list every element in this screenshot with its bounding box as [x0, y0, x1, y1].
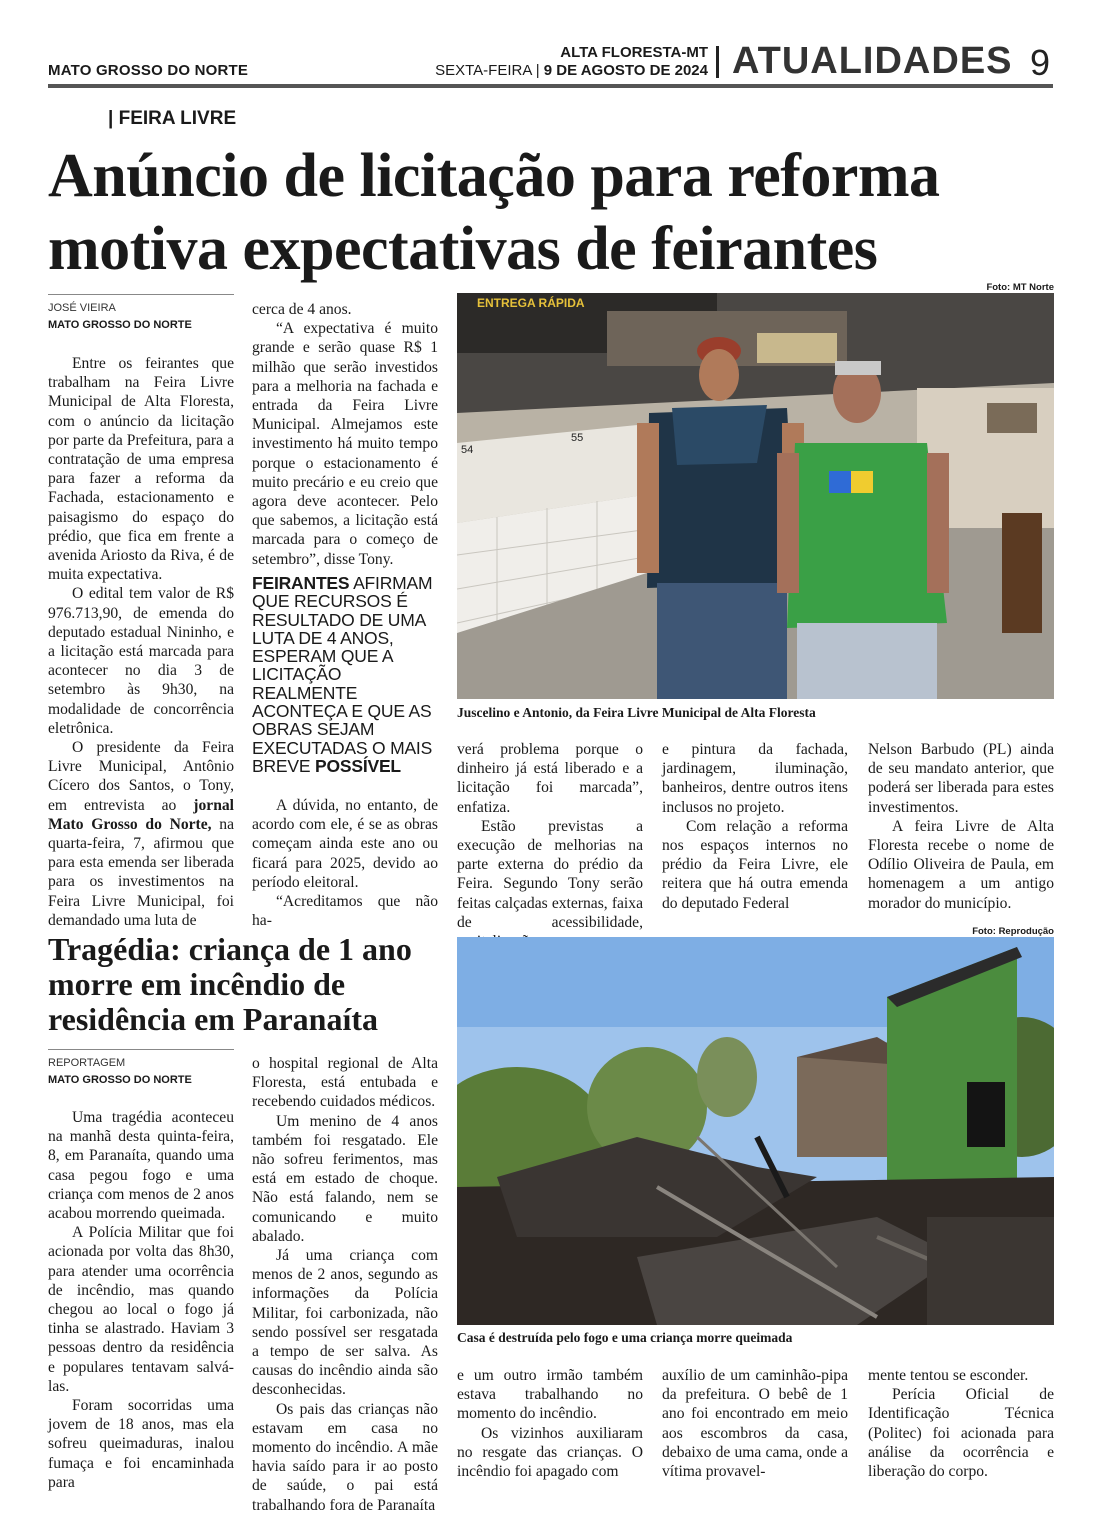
- photo-credit: Foto: MT Norte: [986, 282, 1054, 293]
- paragraph: Já uma criança com menos de 2 anos, segundo as informações da Polícia Militar, foi carbonizada, não sendo possível ser resgatada a tempo de ser salva. As causas do incêndio ainda são desconhecidas.: [252, 1247, 438, 1399]
- photo-caption: Casa é destruída pelo fogo e uma criança morre queimada: [457, 1330, 793, 1345]
- article1-column-3: [457, 740, 643, 951]
- paragraph: Estão previstas a execução de melhorias na parte externa do prédio da Feira. Segundo Tony serão feitas calçadas externas, faixa de acessibilidade,: [457, 817, 643, 931]
- market-photo-illustration: [457, 293, 1054, 699]
- paragraph: Os vizinhos auxiliaram no resgate das crianças. O incêndio foi apagado com: [457, 1424, 643, 1481]
- header-date: SEXTA-FEIRA | 9 DE AGOSTO DE 2024: [435, 62, 708, 79]
- paragraph: verá problema porque o dinheiro já está liberado e a licitação foi marcada”, enfatiza.: [457, 741, 643, 816]
- paragraph: cerca de 4 anos.: [252, 301, 352, 318]
- text-run: O presidente da Feira Livre Municipal, Antônio Cícero dos Santos, o Tony, em entrevista ao: [48, 739, 234, 814]
- article1-column-5: [868, 740, 1054, 913]
- paragraph: “A expectativa é muito grande e serão quase R$ 1 milhão que serão investidos para a melhoria na fachada e entrada da Feira Livre Municipal. Almejamos este investimento há muito tempo porque o estacionamento é muito precário e eu creio que agora deve acontecer. Pelo que sabemos, a licitação está marcada para o começo de setembro”, disse Tony.: [252, 320, 438, 568]
- paragraph: A feira Livre de Alta Floresta recebe o nome de Odílio Oliveira de Paula, em homenagem a um antigo morador do município.: [868, 817, 1054, 912]
- section-title: ATUALIDADES: [732, 40, 1013, 82]
- pull-quote-bold-end: POSSÍVEL: [315, 755, 401, 776]
- paragraph: [48, 738, 234, 930]
- header-divider: [716, 46, 719, 78]
- article-kicker: | FEIRA LIVRE: [108, 108, 237, 129]
- stall-number: 55: [571, 432, 584, 444]
- stall-number: 54: [461, 444, 474, 456]
- header-rule: [48, 84, 1053, 88]
- paragraph: Uma tragédia aconteceu na manhã desta quinta-feira, 8, em Paranaíta, quando uma casa pegou fogo e uma criança com menos de 2 anos acabou morrendo queimada.: [48, 1109, 234, 1223]
- paragraph: Com relação a reforma nos espaços internos no prédio da Feira Livre, ele reitera que há outra emenda do deputado Federal: [662, 817, 848, 912]
- bold-text: jornal Mato Grosso do Norte,: [48, 796, 234, 833]
- article1-column-2-bottom: [252, 796, 438, 930]
- article2-column-4: [662, 1366, 848, 1481]
- article2-headline: Tragédia: criança de 1 ano morre em incêndio de residência em Paranaíta: [48, 931, 412, 1037]
- paragraph: e pintura da fachada, jardinagem, iluminação, banheiros, dentre outros itens inclusos no projeto.: [662, 741, 848, 816]
- byline-rule: [48, 1049, 234, 1050]
- article2-column-3: [457, 1366, 643, 1481]
- byline-rule: [48, 294, 234, 295]
- article2-column-1: [48, 1108, 234, 1492]
- paragraph: Perícia Oficial de Identificação Técnica (Politec) foi acionada para análise da ocorrência e liberação do corpo.: [868, 1386, 1054, 1481]
- paragraph: O edital tem valor de R$ 976.713,90, de emenda do deputado estadual Nininho, e a licitação está marcada para acontecer no dia 3 de setembro às 9h30, na modalidade de concorrência eletrônica.: [48, 585, 234, 737]
- text-run: na quarta-feira, 7, afirmou que para esta emenda ser liberada para os investimentos na Feira Livre Municipal, foi demandado uma luta de: [48, 815, 234, 929]
- article2-column-2: [252, 1054, 438, 1515]
- header-date-value: 9 DE AGOSTO DE 2024: [543, 62, 708, 79]
- photo-credit: Foto: Reprodução: [972, 926, 1054, 937]
- paragraph: e um outro irmão também estava trabalhando no momento do incêndio.: [457, 1367, 643, 1423]
- paragraph: Os pais das crianças não estavam em casa no momento do incêndio. A mãe havia saído para ir ao posto de saúde, o pai está trabalhando fora de Paranaíta: [252, 1400, 438, 1514]
- article1-column-1: [48, 354, 234, 930]
- byline-author: JOSÉ VIEIRA: [48, 302, 116, 314]
- article1-column-2-top: [252, 300, 438, 569]
- pull-quote-text: AFIRMAM QUE RECURSOS É RESULTADO DE UMA LUTA DE 4 ANOS, ESPERAM QUE A LICITAÇÃO REALMENTE ACONTEÇA E QUE AS OBRAS SEJAM EXECUTADAS O MAIS BREVE: [252, 573, 433, 776]
- fire-photo-illustration: [457, 937, 1054, 1325]
- article1-column-4: [662, 740, 848, 913]
- market-sign-text: ENTREGA RÁPIDA: [477, 296, 585, 310]
- paragraph: Foram socorridas uma jovem de 18 anos, mas ela sofreu queimaduras, inalou fumaça e foi encaminhada para: [48, 1397, 234, 1491]
- paragraph: Um menino de 4 anos também foi resgatado. Ele não sofreu ferimentos, mas está em estado de choque. Não está falando, nem se comunicando e muito abalado.: [252, 1112, 438, 1245]
- article2-photo: [457, 937, 1054, 1325]
- article1-photo: [457, 293, 1054, 699]
- article2-column-5: [868, 1366, 1054, 1481]
- paragraph: o hospital regional de Alta Floresta, está entubada e recebendo cuidados médicos.: [252, 1055, 438, 1111]
- paragraph: auxílio de um caminhão-pipa da prefeitura. O bebê de 1 ano foi encontrado em meio aos escombros da casa, debaixo de uma cama, onde a vítima provavel-: [662, 1367, 848, 1481]
- article-headline: Anúncio de licitação para reforma motiva expectativas de feirantes: [48, 142, 940, 283]
- byline-outlet: MATO GROSSO DO NORTE: [48, 319, 192, 331]
- paragraph: A Polícia Militar que foi acionada por volta das 8h30, para atender uma ocorrência de incêndio, mas quando chegou ao local o fogo já tinha se alastrado. Haviam 3 pessoas dentro da residência e populares tentavam salvá-las.: [48, 1224, 234, 1395]
- paragraph: mente tentou se esconder.: [868, 1367, 1029, 1384]
- paragraph: Entre os feirantes que trabalham na Feira Livre Municipal de Alta Floresta, com o anúncio da licitação por parte da Prefeitura, para a contratação de uma empresa para fazer a reforma da Fachada, estacionamento e paisagismo do espaço do prédio, que fica em frente a avenida Ariosto da Riva, é de muita expectativa.: [48, 355, 234, 584]
- header-city: ALTA FLORESTA-MT: [560, 44, 708, 61]
- newspaper-region: MATO GROSSO DO NORTE: [48, 62, 249, 79]
- byline-author: REPORTAGEM: [48, 1057, 126, 1069]
- pull-quote-bold-start: FEIRANTES: [252, 573, 350, 593]
- byline-outlet: MATO GROSSO DO NORTE: [48, 1074, 192, 1086]
- paragraph: “Acreditamos que não ha-: [252, 893, 438, 930]
- paragraph: Nelson Barbudo (PL) ainda de seu mandato anterior, que poderá ser liberada para estes investimentos.: [868, 741, 1054, 816]
- photo-caption: Juscelino e Antonio, da Feira Livre Municipal de Alta Floresta: [457, 705, 816, 720]
- pull-quote: [252, 574, 442, 775]
- header-weekday: SEXTA-FEIRA: [435, 62, 532, 79]
- page-number: 9: [1030, 42, 1051, 83]
- paragraph: A dúvida, no entanto, de acordo com ele, é se as obras começam ainda este ano ou ficará para 2025, devido ao período eleitoral.: [252, 797, 438, 891]
